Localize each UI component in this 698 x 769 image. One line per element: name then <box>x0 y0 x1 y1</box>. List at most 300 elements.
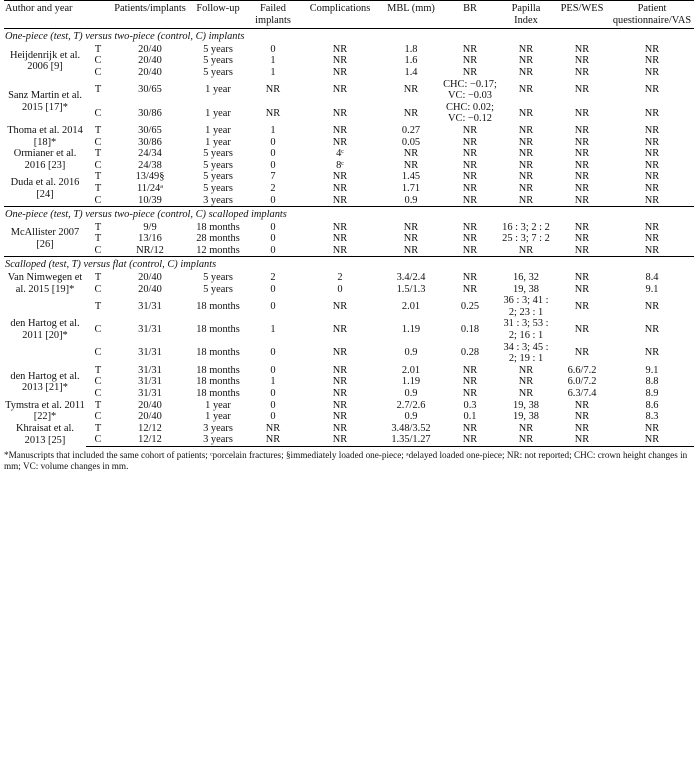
papilla-index-cell: NR <box>518 148 534 160</box>
follow-up-cell: 28 months <box>196 233 240 245</box>
mbl-cell: 3.4/2.4 <box>396 272 426 284</box>
br-cell: NR <box>462 244 478 256</box>
patient-vas-cell: NR <box>644 55 660 67</box>
follow-up-cell: 5 years <box>203 159 233 171</box>
patients-implants-cell: 20/40 <box>138 43 162 55</box>
failed-implants-cell: 0 <box>270 411 276 423</box>
br-cell: NR <box>462 364 478 376</box>
arm-cell: C <box>94 411 102 423</box>
papilla-index-cell: NR <box>518 66 534 78</box>
table-row <box>4 388 694 400</box>
patient-vas-cell: NR <box>644 221 660 233</box>
failed-implants-cell: 0 <box>270 244 276 256</box>
arm-cell: C <box>94 107 102 119</box>
complications-cell: NR <box>332 411 348 423</box>
papilla-index-cell: 16, 32 <box>513 272 539 284</box>
table-row <box>4 55 694 67</box>
arm-cell: C <box>94 376 102 388</box>
complications-cell: NR <box>332 233 348 245</box>
mbl-cell: 1.4 <box>404 66 418 78</box>
failed-implants-cell: 0 <box>270 159 276 171</box>
follow-up-cell: 18 months <box>196 221 240 233</box>
author-cell: McAllister 2007 [26] <box>10 227 80 251</box>
pes-wes-cell: NR <box>554 434 610 446</box>
complications-cell: NR <box>332 84 348 96</box>
table-footnote: *Manuscripts that included the same cohort of patients; ᶜporcelain fractures; §immediately loaded one-piece; ᵃdelayed loaded one-piece; NR: not reported; CHC: crown height changes in mm; VC: volume changes in mm. <box>4 449 688 471</box>
complications-cell: NR <box>332 55 348 67</box>
pes-wes-cell: NR <box>574 84 590 96</box>
patient-vas-cell: 8.8 <box>645 376 659 388</box>
complications-cell: NR <box>332 324 348 336</box>
table-row <box>4 137 694 149</box>
failed-implants-cell: 1 <box>270 324 276 336</box>
br-cell: NR <box>462 124 478 136</box>
patients-implants-cell: 31/31 <box>138 301 162 313</box>
pes-wes-cell: NR <box>574 411 590 423</box>
patients-implants-cell: 12/12 <box>110 434 190 446</box>
pes-wes-cell: 6.3/7.4 <box>567 388 597 399</box>
failed-implants-cell: NR <box>265 84 281 96</box>
mbl-cell: 1.45 <box>401 171 421 183</box>
mbl-cell: 0.9 <box>404 347 418 359</box>
header-mbl: MBL (mm) <box>380 1 442 29</box>
table-row <box>4 195 694 207</box>
complications-cell: NR <box>332 182 348 194</box>
papilla-index-cell: NR <box>518 136 534 148</box>
arm-cell: C <box>94 388 102 399</box>
br-cell: 0.3 <box>463 399 477 411</box>
failed-implants-cell: 0 <box>270 364 276 376</box>
papilla-index-cell: NR <box>518 43 534 55</box>
table-row <box>4 295 694 318</box>
patients-implants-cell: 10/39 <box>138 194 162 206</box>
papilla-index-cell: NR <box>498 434 554 446</box>
pes-wes-cell: NR <box>574 148 590 160</box>
arm-cell: T <box>94 272 102 284</box>
arm-cell: C <box>94 136 102 148</box>
follow-up-cell: 3 years <box>203 194 233 206</box>
table-row <box>4 272 694 284</box>
arm-cell: C <box>94 283 102 295</box>
patient-vas-cell: NR <box>644 159 660 171</box>
pes-wes-cell: NR <box>574 194 590 206</box>
table-row <box>4 284 694 296</box>
pes-wes-cell: NR <box>574 171 590 183</box>
complications-cell: NR <box>332 221 348 233</box>
patients-implants-cell: 13/16 <box>138 233 162 245</box>
failed-implants-cell: 1 <box>270 66 276 78</box>
section-title: Scalloped (test, T) versus flat (control, C) implants <box>4 257 694 272</box>
failed-implants-cell: 1 <box>270 55 276 67</box>
complications-cell: NR <box>332 43 348 55</box>
results-table <box>4 0 694 447</box>
table-row <box>4 365 694 377</box>
complications-cell: NR <box>332 194 348 206</box>
mbl-cell: NR <box>403 84 419 96</box>
br-cell: NR <box>462 283 478 295</box>
mbl-cell: 0.9 <box>404 411 418 423</box>
br-cell: NR <box>462 136 478 148</box>
br-cell: NR <box>462 422 478 434</box>
br-cell: CHC: −0.17; VC: −0.03 <box>443 78 497 102</box>
follow-up-cell: 18 months <box>196 388 240 399</box>
complications-cell: 8ᶜ <box>336 159 344 171</box>
patient-vas-cell: 8.3 <box>645 411 659 423</box>
author-cell: Thoma et al. 2014 [18]* <box>7 124 83 148</box>
failed-implants-cell: 0 <box>270 136 276 148</box>
mbl-cell: NR <box>403 233 419 245</box>
mbl-cell: 0.9 <box>404 388 418 399</box>
failed-implants-cell: 0 <box>270 301 276 313</box>
failed-implants-cell: NR <box>246 434 300 446</box>
author-cell: Tymstra et al. 2011 [22]* <box>5 399 85 423</box>
author-cell: Ormianer et al. 2016 [23] <box>13 148 77 171</box>
patients-implants-cell: 20/40 <box>138 55 162 67</box>
patients-implants-cell: 31/31 <box>138 364 162 376</box>
patient-vas-cell: NR <box>644 148 660 160</box>
pes-wes-cell: NR <box>574 272 590 284</box>
arm-cell: C <box>86 434 110 446</box>
complications-cell: NR <box>332 124 348 136</box>
pes-wes-cell: NR <box>574 159 590 171</box>
table-row <box>4 125 694 137</box>
arm-cell: T <box>94 422 102 434</box>
follow-up-cell: 18 months <box>196 376 240 388</box>
table-body <box>4 29 694 447</box>
mbl-cell: 0.27 <box>401 124 421 136</box>
complications-cell: NR <box>332 136 348 148</box>
papilla-index-cell: NR <box>518 84 534 96</box>
br-cell: NR <box>462 233 478 245</box>
pes-wes-cell: NR <box>574 283 590 295</box>
complications-cell: NR <box>332 171 348 183</box>
failed-implants-cell: 0 <box>270 43 276 55</box>
arm-cell: T <box>94 399 102 411</box>
patient-vas-cell: NR <box>610 434 694 446</box>
arm-cell: C <box>94 159 102 171</box>
author-cell: Sanz Martin et al. 2015 [17]* <box>8 90 82 113</box>
patient-vas-cell: 9.1 <box>645 364 659 376</box>
table-row <box>4 44 694 56</box>
patient-vas-cell: NR <box>644 136 660 148</box>
section-title: One-piece (test, T) versus two-piece (control, C) scalloped implants <box>4 207 694 222</box>
papilla-index-cell: NR <box>518 171 534 183</box>
patient-vas-cell: NR <box>644 84 660 96</box>
complications-cell: 2 <box>337 272 343 284</box>
pes-wes-cell: NR <box>574 301 590 313</box>
pes-wes-cell: NR <box>574 107 590 119</box>
pes-wes-cell: NR <box>574 221 590 233</box>
mbl-cell: 0.9 <box>404 194 418 206</box>
papilla-index-cell: 19, 38 <box>513 411 539 423</box>
failed-implants-cell: 1 <box>270 124 276 136</box>
header-patient-vas: Patient questionnaire/VAS <box>610 1 694 29</box>
br-cell: CHC: 0.02; VC: −0.12 <box>446 101 494 125</box>
br-cell: NR <box>442 434 498 446</box>
arm-cell: C <box>94 244 102 256</box>
mbl-cell: 3.48/3.52 <box>391 422 431 434</box>
pes-wes-cell: 6.6/7.2 <box>567 364 597 376</box>
table-row <box>4 342 694 365</box>
complications-cell: NR <box>332 399 348 411</box>
arm-cell: C <box>94 194 102 206</box>
complications-cell: NR <box>300 434 380 446</box>
follow-up-cell: 5 years <box>203 43 233 55</box>
follow-up-cell: 18 months <box>196 347 240 359</box>
patient-vas-cell: NR <box>644 43 660 55</box>
table-row <box>4 245 694 257</box>
follow-up-cell: 1 year <box>205 411 231 423</box>
follow-up-cell: 5 years <box>203 283 233 295</box>
header-complications: Complications <box>300 1 380 29</box>
patient-vas-cell: NR <box>644 422 660 434</box>
mbl-cell: 1.5/1.3 <box>396 283 426 295</box>
papilla-index-cell: NR <box>518 244 534 256</box>
section-header-row <box>4 29 694 44</box>
br-cell: NR <box>462 171 478 183</box>
patients-implants-cell: 11/24ᵃ <box>136 182 164 194</box>
table-row <box>4 400 694 412</box>
mbl-cell: NR <box>403 159 419 171</box>
patient-vas-cell: NR <box>644 66 660 78</box>
papilla-index-cell: NR <box>518 388 534 399</box>
br-cell: NR <box>462 221 478 233</box>
complications-cell: NR <box>332 376 348 388</box>
papilla-index-cell: 25 : 3; 7 : 2 <box>502 233 550 245</box>
br-cell: 0.18 <box>460 324 480 336</box>
pes-wes-cell: NR <box>574 55 590 67</box>
complications-cell: NR <box>332 347 348 359</box>
complications-cell: 4ᶜ <box>336 148 344 160</box>
papilla-index-cell: NR <box>518 422 534 434</box>
patient-vas-cell: NR <box>644 124 660 136</box>
complications-cell: NR <box>332 301 348 313</box>
papilla-index-cell: 19, 38 <box>513 399 539 411</box>
mbl-cell: 1.8 <box>404 43 418 55</box>
follow-up-cell: 5 years <box>203 272 233 284</box>
br-cell: NR <box>462 388 478 399</box>
patient-vas-cell: NR <box>644 347 660 359</box>
table-row <box>4 434 694 446</box>
failed-implants-cell: NR <box>265 422 281 434</box>
failed-implants-cell: 0 <box>270 233 276 245</box>
follow-up-cell: 3 years <box>203 422 233 434</box>
header-arm <box>86 1 110 29</box>
patient-vas-cell: NR <box>644 171 660 183</box>
pes-wes-cell: NR <box>574 244 590 256</box>
patients-implants-cell: 12/12 <box>138 422 162 434</box>
failed-implants-cell: 2 <box>270 182 276 194</box>
follow-up-cell: 5 years <box>203 66 233 78</box>
follow-up-cell: 1 year <box>205 136 231 148</box>
complications-cell: NR <box>332 244 348 256</box>
patients-implants-cell: 20/40 <box>138 66 162 78</box>
failed-implants-cell: 1 <box>270 376 276 388</box>
failed-implants-cell: 0 <box>270 148 276 160</box>
pes-wes-cell: NR <box>574 66 590 78</box>
author-cell: Khraisat et al. 2013 [25] <box>16 423 74 446</box>
br-cell: NR <box>462 182 478 194</box>
papilla-index-cell: NR <box>518 194 534 206</box>
patients-implants-cell: 30/86 <box>138 107 162 119</box>
mbl-cell: NR <box>403 244 419 256</box>
section-title: One-piece (test, T) versus two-piece (control, C) implants <box>5 31 245 43</box>
follow-up-cell: 1 year <box>205 84 231 96</box>
br-cell: NR <box>462 194 478 206</box>
header-failed-implants: Failed implants <box>246 1 300 29</box>
patients-implants-cell: 31/31 <box>138 347 162 359</box>
patients-implants-cell: 20/40 <box>138 283 162 295</box>
arm-cell: C <box>94 66 102 78</box>
papilla-index-cell: NR <box>518 182 534 194</box>
header-row <box>4 1 694 29</box>
failed-implants-cell: 0 <box>270 347 276 359</box>
patients-implants-cell: 24/34 <box>138 148 162 160</box>
section-header-row <box>4 207 694 222</box>
arm-cell: T <box>94 233 102 245</box>
br-cell: NR <box>462 66 478 78</box>
patients-implants-cell: 20/40 <box>138 399 162 411</box>
author-cell: Van Nimwegen et al. 2015 [19]* <box>7 272 83 295</box>
header-author: Author and year <box>4 1 86 29</box>
patient-vas-cell: NR <box>644 301 660 313</box>
patients-implants-cell: 30/86 <box>138 136 162 148</box>
br-cell: NR <box>462 376 478 388</box>
pes-wes-cell: NR <box>574 182 590 194</box>
mbl-cell: 2.01 <box>401 301 421 313</box>
follow-up-cell: 18 months <box>196 301 240 313</box>
patients-implants-cell: 30/65 <box>138 84 162 96</box>
papilla-index-cell: NR <box>518 159 534 171</box>
mbl-cell: 1.19 <box>401 324 421 336</box>
br-cell: 0.28 <box>460 347 480 359</box>
papilla-index-cell: 31 : 3; 53 : 2; 16 : 1 <box>503 318 549 342</box>
arm-cell: T <box>94 171 102 183</box>
complications-cell: NR <box>332 364 348 376</box>
patient-vas-cell: NR <box>644 244 660 256</box>
table-row <box>4 171 694 183</box>
patient-vas-cell: 8.6 <box>645 399 659 411</box>
patient-vas-cell: NR <box>644 182 660 194</box>
table-row <box>4 148 694 160</box>
papilla-index-cell: 36 : 3; 41 : 2; 23 : 1 <box>503 295 549 318</box>
table-row <box>4 183 694 195</box>
header-br: BR <box>442 1 498 29</box>
pes-wes-cell: NR <box>574 233 590 245</box>
arm-cell: T <box>94 148 102 160</box>
patients-implants-cell: 24/38 <box>138 159 162 171</box>
header-pes-wes: PES/WES <box>554 1 610 29</box>
failed-implants-cell: NR <box>265 107 281 119</box>
mbl-cell: 2.01 <box>401 364 421 376</box>
follow-up-cell: 1 year <box>205 399 231 411</box>
follow-up-cell: 1 year <box>205 107 231 119</box>
follow-up-cell: 5 years <box>203 171 233 183</box>
mbl-cell: 1.6 <box>404 55 418 67</box>
mbl-cell: NR <box>403 148 419 160</box>
table-row <box>4 222 694 234</box>
arm-cell: T <box>94 84 102 96</box>
table-container <box>4 0 694 472</box>
patient-vas-cell: 8.9 <box>645 388 659 399</box>
mbl-cell: 1.71 <box>401 182 421 194</box>
follow-up-cell: 5 years <box>203 182 233 194</box>
header-follow-up: Follow-up <box>190 1 246 29</box>
mbl-cell: 1.19 <box>401 376 421 388</box>
author-cell: den Hartog et al. 2011 [20]* <box>10 318 80 342</box>
table-row <box>4 423 694 435</box>
table-row <box>4 102 694 125</box>
patients-implants-cell: 13/49§ <box>135 171 165 183</box>
complications-cell: NR <box>332 388 348 399</box>
papilla-index-cell: NR <box>518 364 534 376</box>
papilla-index-cell: 16 : 3; 2 : 2 <box>502 221 550 233</box>
author-cell: den Hartog et al. 2013 [21]* <box>10 370 80 394</box>
failed-implants-cell: 0 <box>270 221 276 233</box>
patients-implants-cell: NR/12 <box>136 244 164 256</box>
br-cell: 0.1 <box>463 411 477 423</box>
br-cell: NR <box>462 43 478 55</box>
section-header-row <box>4 257 694 272</box>
arm-cell: T <box>94 43 102 55</box>
pes-wes-cell: NR <box>574 399 590 411</box>
arm-cell: T <box>94 301 102 313</box>
br-cell: NR <box>462 159 478 171</box>
br-cell: NR <box>462 148 478 160</box>
follow-up-cell: 12 months <box>196 244 240 256</box>
table-row <box>4 318 694 341</box>
arm-cell: T <box>94 124 102 136</box>
table-row <box>4 411 694 423</box>
pes-wes-cell: NR <box>574 422 590 434</box>
complications-cell: 0 <box>337 283 343 295</box>
follow-up-cell: 3 years <box>190 434 246 446</box>
papilla-index-cell: NR <box>518 55 534 67</box>
arm-cell: T <box>94 221 102 233</box>
br-cell: NR <box>462 55 478 67</box>
follow-up-cell: 5 years <box>203 148 233 160</box>
patient-vas-cell: NR <box>644 194 660 206</box>
patient-vas-cell: 9.1 <box>645 283 659 295</box>
pes-wes-cell: NR <box>574 43 590 55</box>
br-cell: NR <box>462 272 478 284</box>
failed-implants-cell: 2 <box>270 272 276 284</box>
papilla-index-cell: NR <box>518 376 534 388</box>
follow-up-cell: 5 years <box>203 55 233 67</box>
patient-vas-cell: 8.4 <box>645 272 659 284</box>
patients-implants-cell: 30/65 <box>138 124 162 136</box>
papilla-index-cell: NR <box>518 107 534 119</box>
papilla-index-cell: 19, 38 <box>513 283 539 295</box>
failed-implants-cell: 0 <box>270 283 276 295</box>
follow-up-cell: 18 months <box>196 364 240 376</box>
complications-cell: NR <box>332 66 348 78</box>
complications-cell: NR <box>332 422 348 434</box>
follow-up-cell: 1 year <box>205 124 231 136</box>
patients-implants-cell: 9/9 <box>143 221 157 233</box>
patients-implants-cell: 20/40 <box>138 272 162 284</box>
mbl-cell: 1.35/1.27 <box>380 434 442 446</box>
table-row <box>4 233 694 245</box>
pes-wes-cell: NR <box>574 347 590 359</box>
author-cell: Heijdenrijk et al. 2006 [9] <box>9 49 81 73</box>
follow-up-cell: 18 months <box>196 324 240 336</box>
table-row <box>4 376 694 388</box>
br-cell: 0.25 <box>460 301 480 313</box>
arm-cell: T <box>94 182 102 194</box>
failed-implants-cell: 0 <box>270 388 276 399</box>
table-row <box>4 160 694 172</box>
